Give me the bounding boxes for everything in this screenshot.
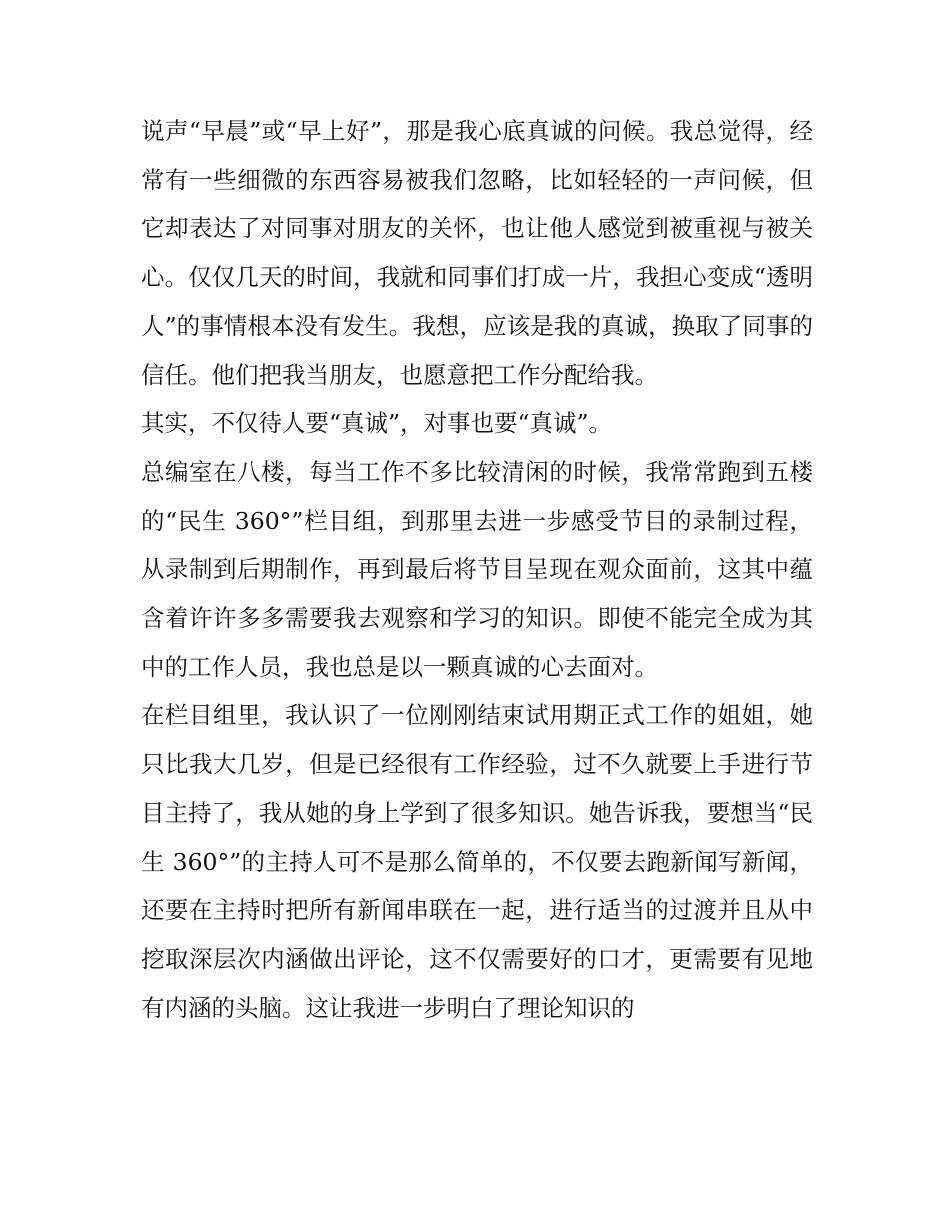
paragraph-greeting: 说声“早晨”或“早上好”，那是我心底真诚的问候。我总觉得，经常有一些细微的东西容易被我们忽略，比如轻轻的一声问候，但它却表达了对同事对朋友的关怀，也让他人感觉到被重视与被关心。仅仅几天的时间，我就和同事们打成一片，我担心变成“透明人”的事情根本没有发生。我想，应该是我的真诚，换取了同事的信任。他们把我当朋友，也愿意把工作分配给我。: [141, 117, 813, 389]
body-text: [141, 107, 813, 1032]
paragraph-eighth-floor: 总编室在八楼，每当工作不多比较清闲的时候，我常常跑到五楼的“民生 360°”栏目组，到那里去进一步感受节目的录制过程，从录制到后期制作，再到最后将节目呈现在观众面前，这其中蕴含着许许多多需要我去观察和学习的知识。即使不能完全成为其中的工作人员，我也总是以一颗真诚的心去面对。: [141, 457, 813, 681]
paragraph-program-team: 在栏目组里，我认识了一位刚刚结束试用期正式工作的姐姐，她只比我大几岁，但是已经很有工作经验，过不久就要上手进行节目主持了，我从她的身上学到了很多知识。她告诉我，要想当“民生 360°”的主持人可不是那么简单的，不仅要去跑新闻写新闻，还要在主持时把所有新闻串联在一起，进行适当的过渡并且从中挖取深层次内涵做出评论，这不仅需要好的口才，更需要有见地有内涵的头脑。这让我进一步明白了理论知识的: [141, 701, 813, 1022]
paragraph-sincerity: 其实，不仅待人要“真诚”，对事也要“真诚”。: [141, 409, 613, 438]
